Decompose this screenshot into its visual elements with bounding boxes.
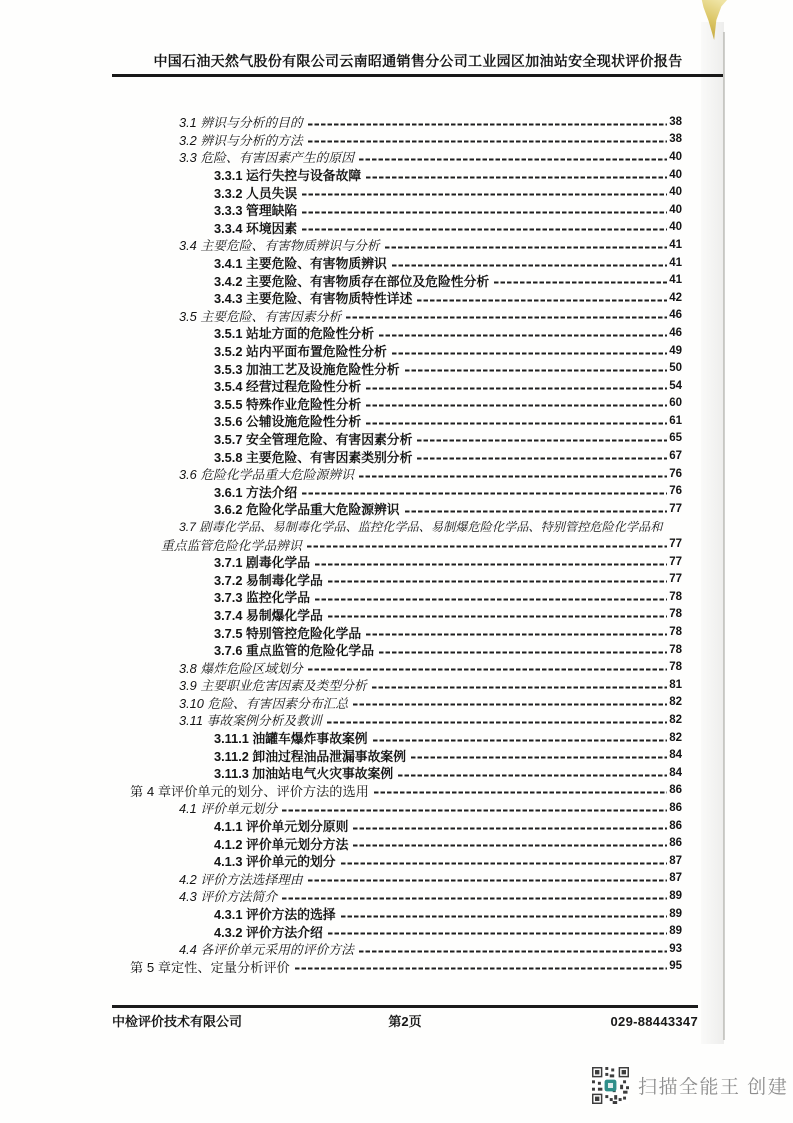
dash-leader [417,299,667,301]
toc-entry-page-number: 38 [669,115,682,128]
toc-entry-label: 3.4.3 主要危险、有害物质特性详述 [214,291,413,307]
dash-leader [328,581,667,583]
toc-entry-label: 3.6 危险化学品重大危险源辨识 [179,467,354,483]
toc-entry-page-number: 41 [669,256,682,269]
toc-entry [130,183,682,201]
toc-entry [130,958,682,976]
dash-leader [405,370,668,372]
toc-entry [130,711,682,729]
dash-leader [302,211,667,213]
dash-leader [359,475,667,477]
toc-entry-page-number: 84 [669,766,682,779]
toc-entry [130,412,682,430]
toc-entry-label: 3.3.1 运行失控与设备故障 [214,168,362,184]
toc-entry-page-number: 76 [669,467,682,480]
toc-entry-page-number: 61 [669,414,682,427]
toc-entry [130,940,682,958]
page-edge-shadow [701,22,724,1044]
toc-entry-label: 3.6.1 方法介绍 [214,484,298,500]
footer-page-number: 第2页 [388,1014,422,1029]
dash-leader [405,510,668,512]
toc-entry-label: 4.1.1 评价单元划分原则 [214,819,349,835]
toc-entry-page-number: 77 [669,555,682,568]
toc-entry-page-number: 81 [669,678,682,691]
toc-entry-page-number: 78 [669,643,682,656]
toc-entry [130,482,682,500]
toc-entry [130,676,682,694]
toc-entry [130,430,682,448]
toc-entry-label: 3.1 辨识与分析的目的 [179,115,303,131]
qr-code-icon [592,1067,629,1104]
toc-entry-page-number: 46 [669,309,682,322]
dash-leader [366,176,667,178]
toc-entry-label: 3.5.8 主要危险、有害因素类别分析 [214,449,413,465]
toc-entry-label: 3.5.6 公辅设施危险性分析 [214,414,362,430]
toc-entry-label: 4.1.3 评价单元的划分 [214,854,336,870]
toc-entry-label: 3.11.1 油罐车爆炸事故案例 [214,731,368,747]
dash-leader [315,563,667,565]
dash-leader [315,598,667,600]
camscanner-watermark-text: 扫描全能王 创建 [638,1077,789,1098]
toc-entry-label: 3.7.1 剧毒化学品 [214,555,311,571]
dash-leader [353,704,667,706]
toc-entry-label: 3.3.4 环境因素 [214,220,298,236]
toc-entry [130,447,682,465]
dash-leader [366,422,667,424]
toc-entry-label: 4.3 评价方法简介 [179,889,278,905]
toc-entry-label: 重点监管危险化学品辨识 [161,537,302,553]
toc-entry [130,606,682,624]
header-rule [112,74,723,77]
toc-entry-label: 3.4.1 主要危险、有害物质辨识 [214,256,387,272]
toc-entry [130,623,682,641]
dash-leader [353,845,667,847]
toc-entry-page-number: 86 [669,784,682,797]
table-of-contents [130,113,682,975]
toc-entry [130,887,682,905]
dash-leader [379,651,667,653]
toc-entry-label: 3.8 爆炸危险区域划分 [179,660,303,676]
toc-entry [130,799,682,817]
toc-entry-label: 3.2 辨识与分析的方法 [179,132,303,148]
camscanner-watermark [592,1067,788,1104]
dash-leader [366,387,667,389]
dash-leader [328,933,667,935]
dash-leader [295,968,667,970]
toc-entry [130,131,682,149]
toc-entry-page-number: 42 [669,291,682,304]
toc-entry-label: 3.7.6 重点监管的危险化学品 [214,643,374,659]
toc-entry-label: 3.5.3 加油工艺及设施危险性分析 [214,361,400,377]
toc-entry-label: 3.11.2 卸油过程油品泄漏事故案例 [214,748,406,764]
dash-leader [282,897,667,899]
toc-entry [130,148,682,166]
toc-entry-page-number: 78 [669,590,682,603]
toc-entry [130,342,682,360]
toc-entry-page-number: 54 [669,379,682,392]
dash-leader [373,739,668,741]
toc-entry-page-number: 46 [669,326,682,339]
toc-entry [130,694,682,712]
toc-entry [130,377,682,395]
toc-entry-page-number: 65 [669,432,682,445]
toc-entry-page-number: 41 [669,238,682,251]
toc-entry [130,113,682,131]
toc-entry [130,500,682,518]
dash-leader [392,352,667,354]
toc-entry [130,852,682,870]
toc-entry-page-number: 49 [669,344,682,357]
toc-entry-label: 第 4 章评价单元的划分、评价方法的选用 [130,783,369,799]
toc-entry-page-number: 78 [669,626,682,639]
toc-entry-page-number: 38 [669,133,682,146]
toc-entry-label: 3.7.3 监控化学品 [214,590,311,606]
toc-entry [130,570,682,588]
dash-leader [308,880,667,882]
dash-leader [398,774,667,776]
toc-entry [130,782,682,800]
toc-entry-page-number: 78 [669,661,682,674]
dash-leader [417,440,667,442]
toc-entry-label: 3.3.3 管理缺陷 [214,203,298,219]
dash-leader [282,809,667,811]
toc-entry-page-number: 67 [669,450,682,463]
toc-entry-label: 3.3.2 人员失误 [214,185,298,201]
toc-entry-page-number: 82 [669,713,682,726]
toc-entry-label: 3.5.7 安全管理危险、有害因素分析 [214,431,413,447]
toc-entry-label: 3.11 事故案例分析及教训 [179,713,322,729]
toc-entry-label: 3.5.1 站址方面的危险性分析 [214,326,374,342]
toc-entry-label: 3.10 危险、有害因素分布汇总 [179,695,349,711]
dash-leader [385,246,668,248]
footer-rule [112,1005,698,1008]
toc-entry-page-number: 82 [669,731,682,744]
toc-entry [130,518,682,536]
toc-entry-label: 3.5 主要危险、有害因素分析 [179,308,342,324]
toc-entry-label: 3.4 主要危险、有害物质辨识与分析 [179,238,380,254]
report-header-title: 中国石油天然气股份有限公司云南昭通销售分公司工业园区加油站安全现状评价报告 [153,53,683,69]
toc-entry-label: 3.4.2 主要危险、有害物质存在部位及危险性分析 [214,273,490,289]
toc-entry-page-number: 82 [669,696,682,709]
toc-entry [130,553,682,571]
toc-entry-label: 3.7.4 易制爆化学品 [214,607,323,623]
toc-entry [130,764,682,782]
toc-entry-page-number: 77 [669,538,682,551]
dash-leader [411,757,667,759]
dash-leader [353,827,667,829]
toc-entry [130,922,682,940]
toc-entry-label: 3.7.2 易制毒化学品 [214,572,323,588]
toc-entry-page-number: 86 [669,837,682,850]
dash-leader [327,721,668,723]
toc-entry-page-number: 87 [669,854,682,867]
toc-entry [130,236,682,254]
toc-entry-page-number: 89 [669,907,682,920]
toc-entry-page-number: 84 [669,749,682,762]
toc-entry [130,307,682,325]
dash-leader [494,282,667,284]
toc-entry-page-number: 40 [669,150,682,163]
dash-leader [392,264,667,266]
toc-entry-page-number: 86 [669,801,682,814]
toc-entry-label: 3.5.4 经营过程危险性分析 [214,379,362,395]
toc-entry-label: 3.5.5 特殊作业危险性分析 [214,396,362,412]
toc-entry-label: 4.3.2 评价方法介绍 [214,924,323,940]
toc-entry [130,588,682,606]
footer-company: 中检评价技术有限公司 [112,1014,243,1029]
toc-entry [130,219,682,237]
toc-entry [130,746,682,764]
toc-entry-label: 4.4 各评价单元采用的评价方法 [179,942,354,958]
toc-entry-label: 3.11.3 加油站电气火灾事故案例 [214,766,394,782]
toc-entry-label: 4.3.1 评价方法的选择 [214,907,336,923]
dash-leader [302,493,667,495]
toc-entry [130,166,682,184]
toc-entry [130,465,682,483]
toc-entry-page-number: 41 [669,274,682,287]
toc-entry-page-number: 76 [669,485,682,498]
toc-entry-page-number: 89 [669,925,682,938]
toc-entry [130,535,682,553]
toc-entry [130,834,682,852]
toc-entry-page-number: 86 [669,819,682,832]
toc-entry-label: 3.6.2 危险化学品重大危险源辨识 [214,502,400,518]
dash-leader [302,229,667,231]
dash-leader [308,141,667,143]
toc-entry [130,324,682,342]
dash-leader [307,546,667,548]
toc-entry-label: 3.7 剧毒化学品、易制毒化学品、监控化学品、易制爆危险化学品、特别管控危险化学品和 [179,519,663,534]
dash-leader [341,915,668,917]
toc-entry [130,271,682,289]
toc-entry-page-number: 50 [669,362,682,375]
toc-entry-page-number: 60 [669,397,682,410]
toc-entry-label: 第 5 章定性、定量分析评价 [130,959,290,975]
toc-entry-page-number: 40 [669,186,682,199]
dash-leader [359,158,667,160]
toc-entry-label: 3.7.5 特别管控危险化学品 [214,625,362,641]
toc-entry-page-number: 40 [669,221,682,234]
toc-entry [130,395,682,413]
dash-leader [328,616,667,618]
toc-entry [130,641,682,659]
dash-leader [341,862,668,864]
toc-entry-label: 4.1.2 评价单元划分方法 [214,836,349,852]
toc-entry-label: 3.9 主要职业危害因素及类型分析 [179,678,367,694]
toc-entry [130,201,682,219]
toc-entry-page-number: 93 [669,942,682,955]
toc-entry-page-number: 77 [669,502,682,515]
dash-leader [366,405,667,407]
dash-leader [359,950,667,952]
dash-leader [372,686,667,688]
toc-entry-page-number: 95 [669,960,682,973]
toc-entry-label: 4.1 评价单元划分 [179,801,278,817]
dash-leader [366,634,667,636]
toc-entry [130,870,682,888]
dash-leader [346,317,667,319]
toc-entry-page-number: 89 [669,889,682,902]
toc-entry [130,729,682,747]
toc-entry-label: 3.5.2 站内平面布置危险性分析 [214,344,387,360]
toc-entry [130,359,682,377]
toc-entry-page-number: 77 [669,573,682,586]
dash-leader [308,123,667,125]
dash-leader [308,669,667,671]
toc-entry-label: 4.2 评价方法选择理由 [179,871,303,887]
page-footer [112,1011,698,1030]
footer-phone: 029-88443347 [610,1014,698,1029]
toc-entry-page-number: 87 [669,872,682,885]
toc-entry [130,289,682,307]
dash-leader [302,194,667,196]
dash-leader [374,792,667,794]
toc-entry [130,254,682,272]
toc-entry [130,817,682,835]
toc-entry-page-number: 78 [669,608,682,621]
toc-entry [130,658,682,676]
toc-entry-page-number: 40 [669,168,682,181]
page-edge-line [723,32,725,1040]
toc-entry [130,905,682,923]
dash-leader [417,458,667,460]
toc-entry-page-number: 40 [669,203,682,216]
dash-leader [379,334,667,336]
toc-entry-label: 3.3 危险、有害因素产生的原因 [179,150,354,166]
